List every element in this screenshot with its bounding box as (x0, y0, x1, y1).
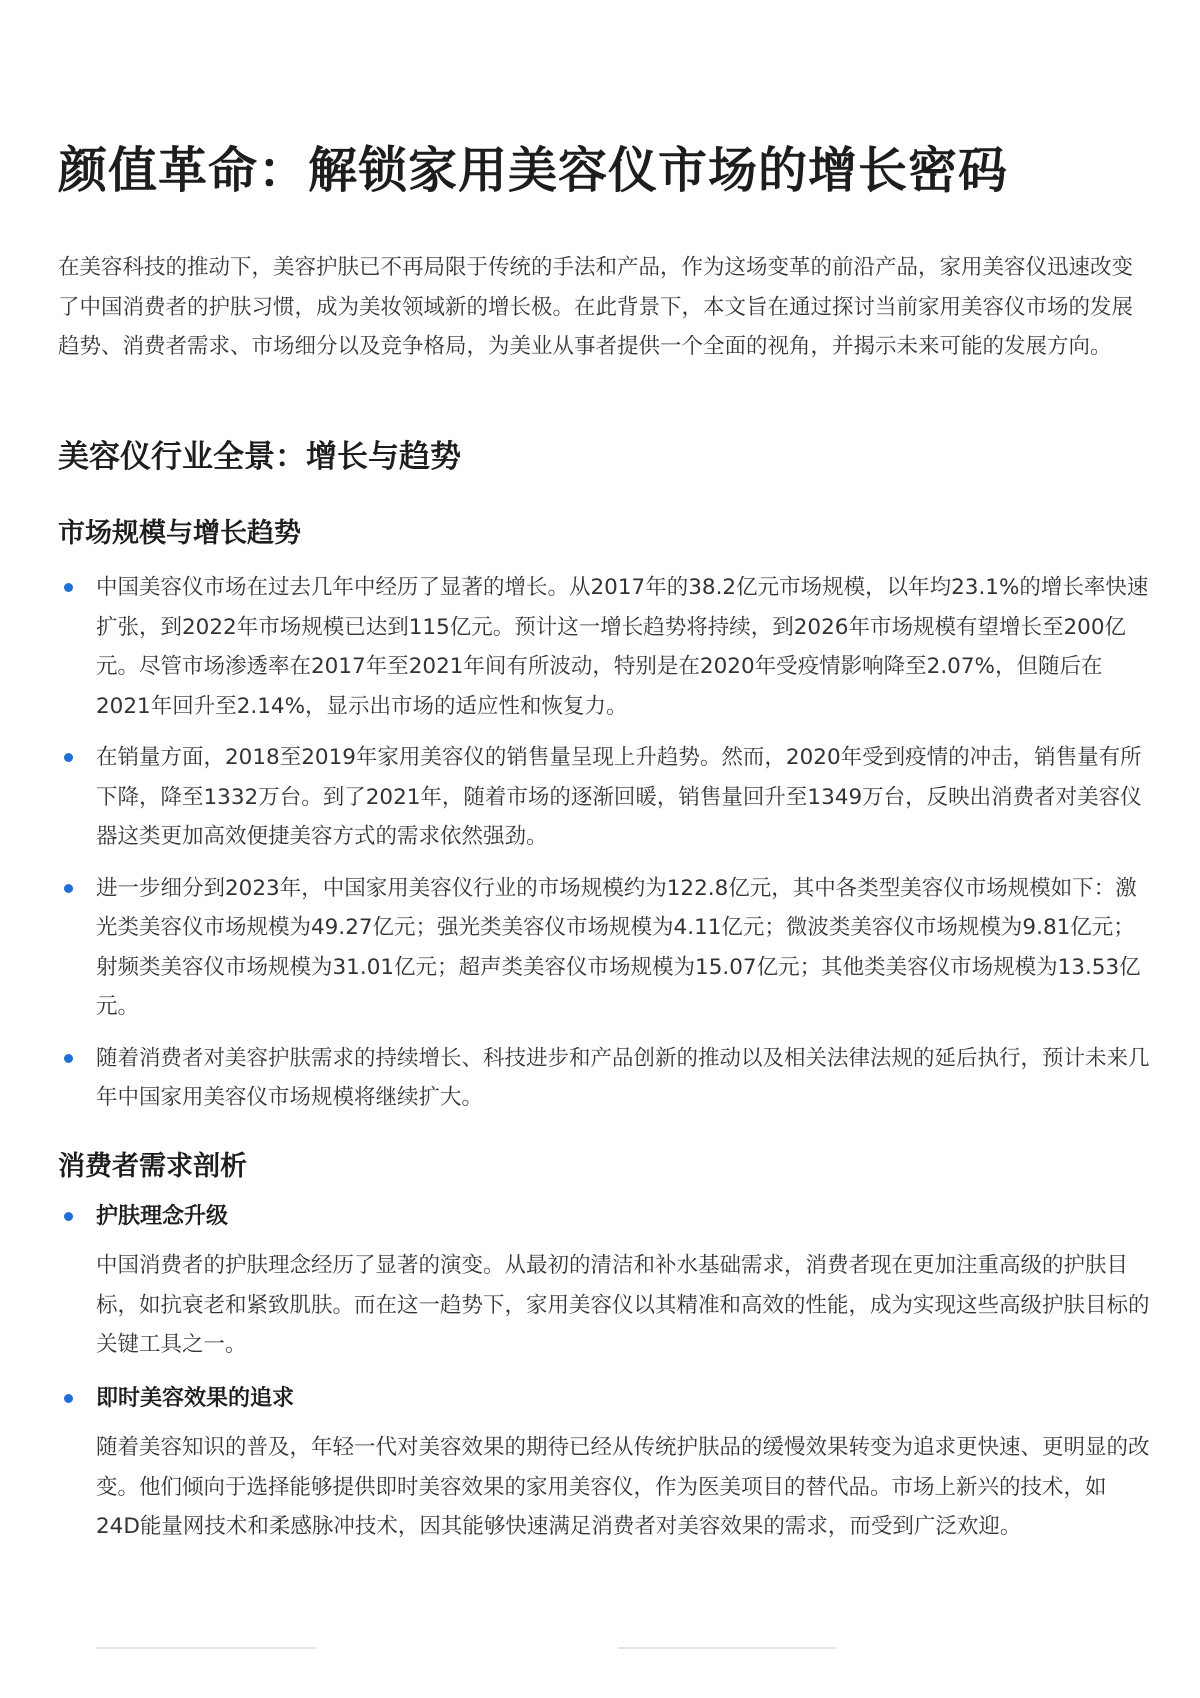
demand-item-body: 中国消费者的护肤理念经历了显著的演变。从最初的清洁和补水基础需求，消费者现在更加注重高级的护肤目标，如抗衰老和紧致肌肤。而在这一趋势下，家用美容仪以其精准和高效的性能，成为实现这些高级护肤目标的关键工具之一。 (96, 1253, 1150, 1357)
divider-right (618, 1647, 836, 1649)
demand-item-title (58, 1198, 1150, 1236)
subheading-market-size: 市场规模与增长趋势 (58, 518, 301, 549)
list-item-text: 在销量方面，2018至2019年家用美容仪的销售量呈现上升趋势。然而，2020年受到疫情的冲击，销售量有所下降，降至1332万台。到了2021年，随着市场的逐渐回暖，销售量回升至1349万台，反映出消费者对美容仪器这类更加高效便捷美容方式的需求依然强劲。 (96, 745, 1142, 849)
list-item (58, 1039, 1150, 1118)
section-heading-industry-overview: 美容仪行业全景：增长与趋势 (58, 439, 461, 475)
market-size-bullet-list (58, 568, 1150, 1130)
bullet-dot-icon (64, 1212, 73, 1221)
subheading-consumer-demand: 消费者需求剖析 (58, 1151, 247, 1182)
article-title: 颜值革命：解锁家用美容仪市场的增长密码 (58, 142, 1009, 199)
bullet-dot-icon (64, 583, 73, 592)
list-item-text: 中国美容仪市场在过去几年中经历了显著的增长。从2017年的38.2亿元市场规模，以年均23.1%的增长率快速扩张，到2022年市场规模已达到115亿元。预计这一增长趋势将持续，到2026年市场规模有望增长至200亿元。尽管市场渗透率在2017年至2021年间有所波动，特别是在2020年受疫情影响降至2.07%，但随后在2021年回升至2.14%，显示出市场的适应性和恢复力。 (96, 575, 1149, 719)
list-item (58, 568, 1150, 726)
demand-item-title-text: 护肤理念升级 (96, 1204, 229, 1229)
bullet-dot-icon (64, 1054, 73, 1063)
list-item (58, 738, 1150, 857)
demand-item-title-text: 即时美容效果的追求 (96, 1386, 295, 1411)
list-item (58, 869, 1150, 1027)
consumer-demand-item-skincare-upgrade (58, 1198, 1150, 1365)
bullet-dot-icon (64, 884, 73, 893)
consumer-demand-item-instant-effect (58, 1380, 1150, 1547)
bullet-dot-icon (64, 753, 73, 762)
demand-item-title (58, 1380, 1150, 1418)
article-intro: 在美容科技的推动下，美容护肤已不再局限于传统的手法和产品，作为这场变革的前沿产品，家用美容仪迅速改变了中国消费者的护肤习惯，成为美妆领域新的增长极。在此背景下，本文旨在通过探讨当前家用美容仪市场的发展趋势、消费者需求、市场细分以及竞争格局，为美业从事者提供一个全面的视角，并揭示未来可能的发展方向。 (58, 255, 1134, 359)
list-item-text: 进一步细分到2023年，中国家用美容仪行业的市场规模约为122.8亿元，其中各类型美容仪市场规模如下：激光类美容仪市场规模为49.27亿元；强光类美容仪市场规模为4.11亿元；微波类美容仪市场规模为9.81亿元；射频类美容仪市场规模为31.01亿元；超声类美容仪市场规模为15.07亿元；其他类美容仪市场规模为13.53亿元。 (96, 875, 1141, 1019)
demand-item-body: 随着美容知识的普及，年轻一代对美容效果的期待已经从传统护肤品的缓慢效果转变为追求更快速、更明显的改变。他们倾向于选择能够提供即时美容效果的家用美容仪，作为医美项目的替代品。市场上新兴的技术，如24D能量网技术和柔感脉冲技术，因其能够快速满足消费者对美容效果的需求，而受到广泛欢迎。 (96, 1435, 1150, 1539)
list-item-text: 随着消费者对美容护肤需求的持续增长、科技进步和产品创新的推动以及相关法律法规的延后执行，预计未来几年中国家用美容仪市场规模将继续扩大。 (96, 1045, 1150, 1110)
divider-left (96, 1647, 316, 1649)
bullet-dot-icon (64, 1394, 73, 1403)
